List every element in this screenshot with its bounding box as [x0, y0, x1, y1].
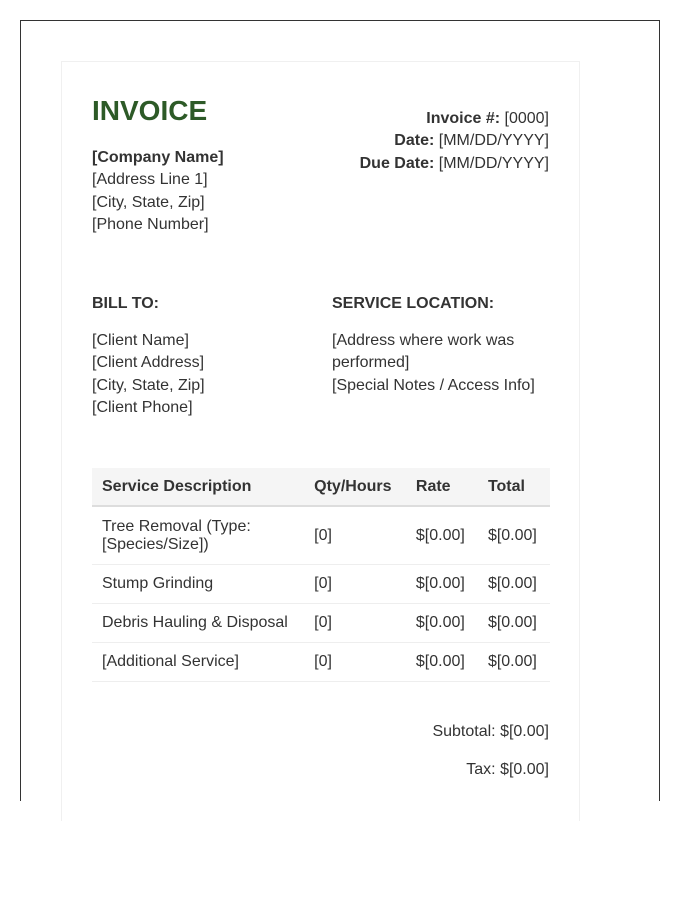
row-description: [Additional Service] [92, 643, 304, 682]
subtotal-value: $[0.00] [500, 723, 549, 740]
service-location-heading: SERVICE LOCATION: [332, 295, 495, 312]
row-total: $[0.00] [478, 565, 550, 604]
bill-to-heading: BILL TO: [92, 295, 159, 312]
company-info [92, 147, 224, 237]
service-notes: [Special Notes / Access Info] [332, 376, 535, 394]
row-qty: [0] [304, 506, 406, 565]
subtotal-row [432, 722, 549, 742]
invoice-date-value: [MM/DD/YYYY] [438, 132, 549, 150]
client-address: [Client Address] [92, 354, 205, 372]
services-table [92, 468, 550, 682]
row-rate: $[0.00] [406, 565, 478, 604]
invoice-meta [360, 108, 549, 175]
header-service-description: Service Description [92, 468, 304, 506]
header-rate: Rate [406, 468, 478, 506]
client-name: [Client Name] [92, 332, 189, 349]
header-total: Total [478, 468, 550, 506]
invoice-number-value: [0000] [504, 110, 549, 127]
invoice-due-date-label: Due Date: [359, 154, 435, 172]
table-row [92, 506, 550, 565]
invoice-number-label: Invoice #: [426, 110, 501, 127]
tax-value: $[0.00] [500, 761, 549, 778]
invoice-date-row [360, 130, 549, 152]
tax-label: Tax: [466, 761, 496, 778]
tax-row [466, 760, 549, 780]
company-phone: [Phone Number] [92, 216, 209, 234]
invoice-document [61, 61, 580, 821]
row-total: $[0.00] [478, 604, 550, 643]
row-qty: [0] [304, 643, 406, 682]
company-city-state-zip: [City, State, Zip] [92, 193, 205, 211]
row-description: Tree Removal (Type: [Species/Size]) [92, 506, 304, 565]
invoice-date-label: Date: [394, 132, 435, 150]
header-qty-hours: Qty/Hours [304, 468, 406, 506]
table-row [92, 643, 550, 682]
bill-to-block [92, 330, 312, 420]
row-description: Debris Hauling & Disposal [92, 604, 304, 643]
company-name: [Company Name] [92, 149, 224, 166]
row-rate: $[0.00] [406, 643, 478, 682]
row-rate: $[0.00] [406, 506, 478, 565]
company-address-line: [Address Line 1] [92, 171, 208, 189]
service-location-block [332, 330, 552, 397]
row-total: $[0.00] [478, 643, 550, 682]
table-header-row [92, 468, 550, 506]
table-row [92, 565, 550, 604]
row-rate: $[0.00] [406, 604, 478, 643]
subtotal-label: Subtotal: [432, 723, 496, 740]
invoice-due-date-value: [MM/DD/YYYY] [438, 154, 549, 172]
row-qty: [0] [304, 565, 406, 604]
row-description: Stump Grinding [92, 565, 304, 604]
row-qty: [0] [304, 604, 406, 643]
invoice-number-row [360, 108, 549, 130]
invoice-due-date-row [360, 153, 549, 175]
client-city-state-zip: [City, State, Zip] [92, 376, 205, 394]
client-phone: [Client Phone] [92, 399, 193, 417]
service-address: [Address where work was performed] [332, 332, 515, 372]
row-total: $[0.00] [478, 506, 550, 565]
invoice-title: INVOICE [92, 95, 208, 126]
table-row [92, 604, 550, 643]
